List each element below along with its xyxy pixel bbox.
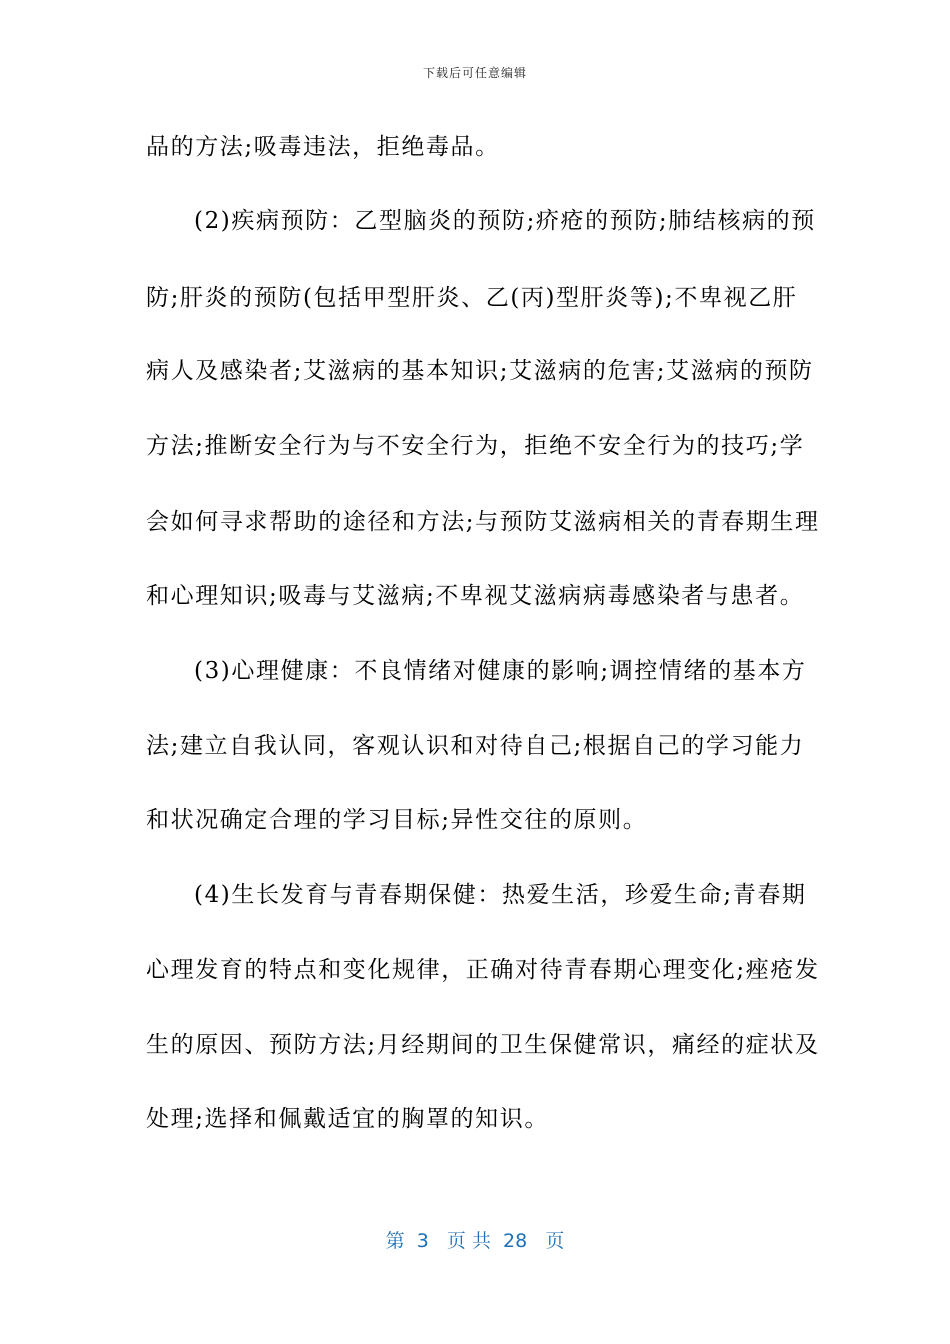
text-line: (4)生长发育与青春期保健：热爱生活，珍爱生命;青春期 <box>194 882 807 908</box>
text-line: 处理;选择和佩戴适宜的胸罩的知识。 <box>146 1106 549 1132</box>
text-line: 品的方法;吸毒违法，拒绝毒品。 <box>146 134 500 160</box>
text-line: (3)心理健康：不良情绪对健康的影响;调控情绪的基本方 <box>194 658 807 684</box>
page-footer: 第 3 页 共 28 页 <box>385 1230 565 1252</box>
text-line: 方法;推断安全行为与不安全行为，拒绝不安全行为的技巧;学 <box>146 433 805 459</box>
text-line: 和心理知识;吸毒与艾滋病;不卑视艾滋病病毒感染者与患者。 <box>146 583 805 609</box>
text-line: 和状况确定合理的学习目标;异性交往的原则。 <box>146 807 648 833</box>
text-line: (2)疾病预防：乙型脑炎的预防;疥疮的预防;肺结核病的预 <box>194 208 816 234</box>
text-line: 会如何寻求帮助的途径和方法;与预防艾滋病相关的青春期生理 <box>146 509 820 535</box>
text-line: 法;建立自我认同，客观认识和对待自己;根据自己的学习能力 <box>146 733 805 759</box>
text-line: 生的原因、预防方法;月经期间的卫生保健常识，痛经的症状及 <box>146 1032 820 1058</box>
text-line: 病人及感染者;艾滋病的基本知识;艾滋病的危害;艾滋病的预防 <box>146 358 814 384</box>
page-header: 下载后可任意编辑 <box>422 66 527 80</box>
text-line: 心理发育的特点和变化规律，正确对待青春期心理变化;痤疮发 <box>146 957 820 983</box>
text-line: 防;肝炎的预防(包括甲型肝炎、乙(丙)型肝炎等);不卑视乙肝 <box>146 285 798 311</box>
